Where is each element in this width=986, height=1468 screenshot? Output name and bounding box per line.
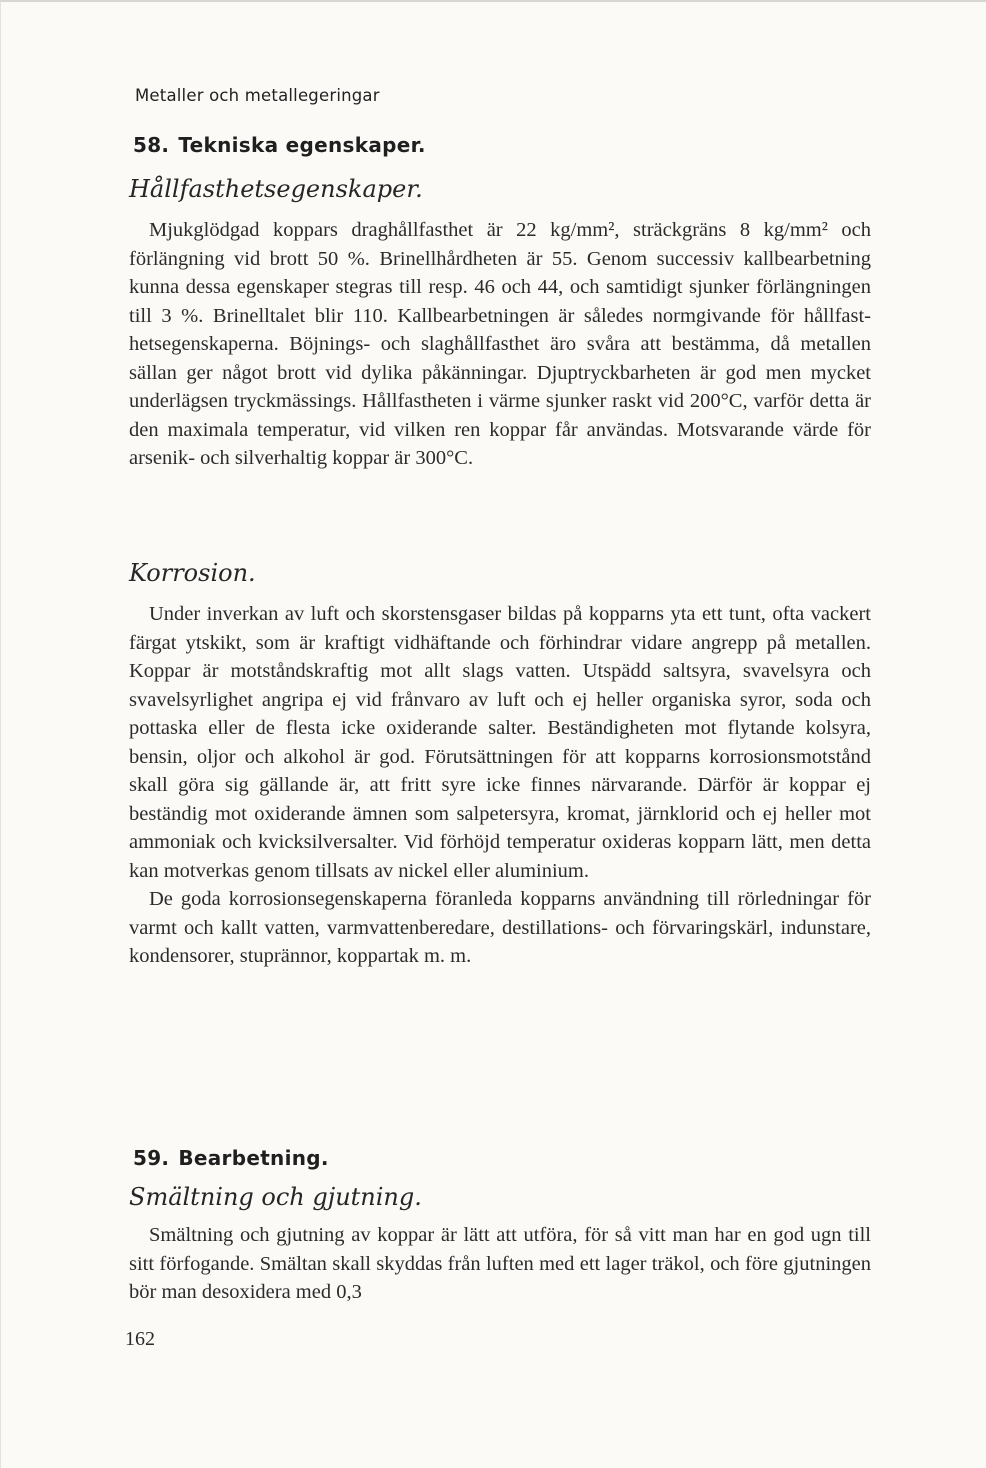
- paragraph-block-smaltning: [129, 1221, 871, 1307]
- paragraph: Smältning och gjutning av koppar är lätt att utföra, för så vitt man har en god ugn till sitt förfogande. Smältan skall skyddas från luften med ett lager träkol, och före gjutningen bör man desoxidera med 0,3: [129, 1224, 871, 1303]
- section-title: Bearbetning.: [178, 1146, 329, 1170]
- paragraph: Mjukglödgad koppars draghållfasthet är 22 kg/mm², sträckgräns 8 kg/mm² och förlängning vid brott 50 %. Brinellhårdheten är 55. Genom successiv kallbearbetning kunna dessa egenskaper stegras till resp. 46 och 44, och samtidigt sjunker förlängningen till 3 %. Brinelltalet blir 110. Kallbearbetningen är således normgivande för hållfasthetsegenskaperna. Böjnings- och slaghållfasthet äro svåra att bestämma, då metallen sällan ger något brott vid dylika påkänningar. Djuptryckbarheten är god men mycket underlägsen tryckmässings. Hållfastheten i värme sjunker raskt vid 200°C, varför detta är den maximala temperatur, vid vilken ren koppar får användas. Motsvarande värde för arsenik- och silverhaltig koppar är 300°C.: [129, 219, 871, 469]
- section-heading-59: [133, 1146, 329, 1170]
- subheading-smaltning: Smältning och gjutning.: [129, 1183, 422, 1211]
- section-number: 59.: [133, 1146, 170, 1170]
- section-heading-58: [133, 133, 426, 157]
- subheading-hallfasthet: Hållfasthetsegenskaper.: [129, 175, 423, 203]
- section-number: 58.: [133, 133, 170, 157]
- paragraph: De goda korrosionsegenskaperna föranleda kopparns användning till rörledningar för varmt och kallt vatten, varmvattenberedare, destillations- och förvaringskärl, indunstare, kondensorer, stuprännor, koppartak m. m.: [129, 888, 871, 967]
- paragraph-block-hallfasthet: [129, 216, 871, 473]
- paragraph: Under inverkan av luft och skorstensgaser bildas på kopparns yta ett tunt, ofta vackert färgat ytskikt, som är kraftigt vidhäftande och förhindrar vidare angrepp på metallen. Koppar är motståndskraftig mot allt slags vatten. Utspädd saltsyra, svavelsyra och svavelsyrlighet angripa ej vid frånvaro av luft och ej heller organiska syror, soda och pottaska eller de flesta icke oxiderande salter. Beständigheten mot flytande kolsyra, bensin, oljor och alkohol är god. Förutsättningen för att kopparns korrosionsmotstånd skall göra sig gällande är, att fritt syre icke finnes närvarande. Därför är koppar ej beständig mot oxiderande ämnen som salpetersyra, kromat, järnklorid och ej heller mot ammoniak och kvicksilversalter. Vid förhöjd temperatur oxideras kopparn lätt, men detta kan motverkas genom tillsats av nickel eller aluminium.: [129, 603, 871, 882]
- paragraph-block-korrosion: [129, 600, 871, 971]
- page-number: 162: [125, 1328, 155, 1350]
- running-header: Metaller och metallegeringar: [135, 86, 380, 105]
- section-title: Tekniska egenskaper.: [178, 133, 426, 157]
- subheading-korrosion: Korrosion.: [129, 559, 256, 587]
